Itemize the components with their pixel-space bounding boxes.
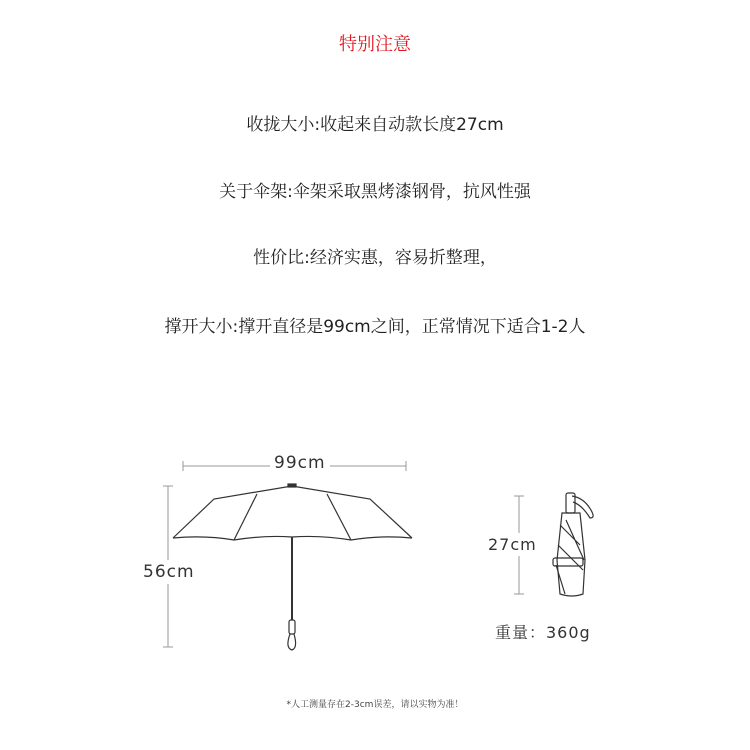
dimension-lines: [163, 461, 524, 647]
spec-folded-size: 收拢大小:收起来自动款长度27cm: [246, 115, 504, 135]
spec-value: 性价比:经济实惠，容易折整理，: [253, 248, 497, 268]
open-umbrella-icon: [173, 484, 412, 650]
measurement-note: *人工测量存在2-3cm误差，请以实物为准！: [286, 700, 464, 710]
open-width-label: 99cm: [270, 453, 330, 473]
folded-length-label: 27cm: [488, 535, 537, 554]
weight-label: 重量：360g: [495, 620, 591, 643]
spec-open-size: 撑开大小:撑开直径是99cm之间，正常情况下适合1-2人: [164, 317, 586, 337]
open-height-label: 56cm: [143, 562, 195, 582]
notice-title: 特别注意: [339, 34, 411, 55]
folded-umbrella-icon: [553, 493, 593, 596]
spec-frame: 关于伞架:伞架采取黑烤漆钢骨，抗风性强: [219, 182, 531, 202]
